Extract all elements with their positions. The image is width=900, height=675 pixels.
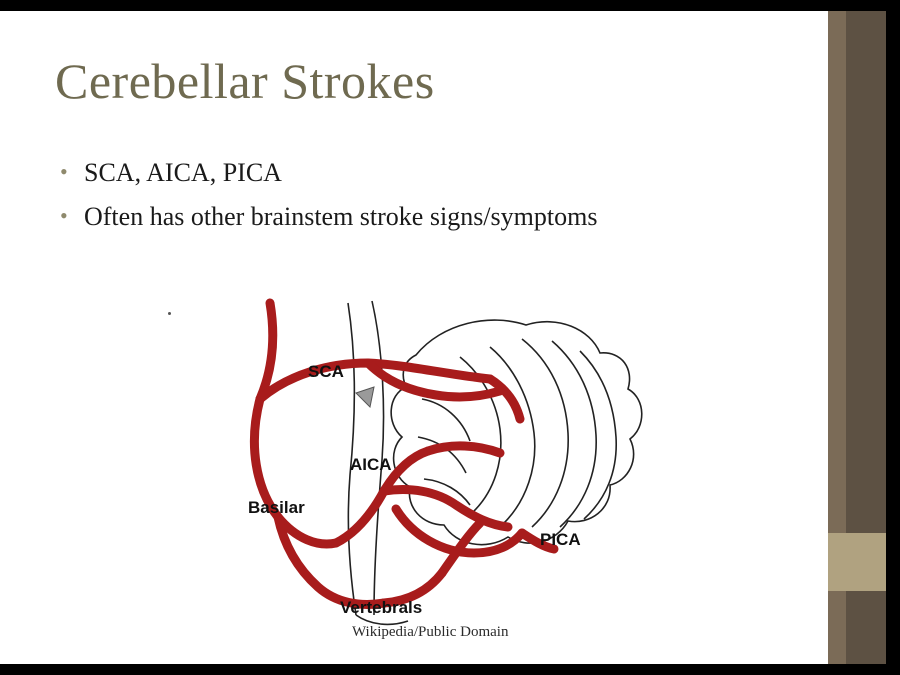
figure-label-aica: AICA (350, 455, 392, 474)
bullet-text: SCA, AICA, PICA (84, 158, 282, 187)
cerebellum-outline (391, 320, 642, 545)
grey-marker (356, 387, 374, 407)
sidebar-accent-square (828, 533, 886, 591)
artery-sca-tip (490, 379, 520, 419)
arteries (254, 303, 554, 604)
bullet-marker-icon: • (60, 159, 68, 184)
figure-label-basilar: Basilar (248, 498, 305, 517)
figure-label-vertebrals: Vertebrals (340, 598, 423, 617)
list-item (60, 202, 800, 232)
bullet-marker-icon: • (60, 203, 68, 228)
figure-label-pica: PICA (540, 530, 581, 549)
artery-sca-upper (260, 303, 273, 399)
cerebellar-arterial-supply-diagram (160, 295, 680, 635)
bullet-text: Often has other brainstem stroke signs/symptoms (84, 202, 598, 231)
bullet-list (60, 158, 800, 246)
list-item (60, 158, 800, 188)
figure-label-sca: SCA (308, 362, 344, 381)
artery-aica-upper (428, 446, 500, 453)
image-credit: Wikipedia/Public Domain (352, 624, 509, 640)
sidebar-edge (886, 11, 900, 664)
artery-basilar (254, 399, 336, 544)
page-title: Cerebellar Strokes (55, 53, 435, 109)
